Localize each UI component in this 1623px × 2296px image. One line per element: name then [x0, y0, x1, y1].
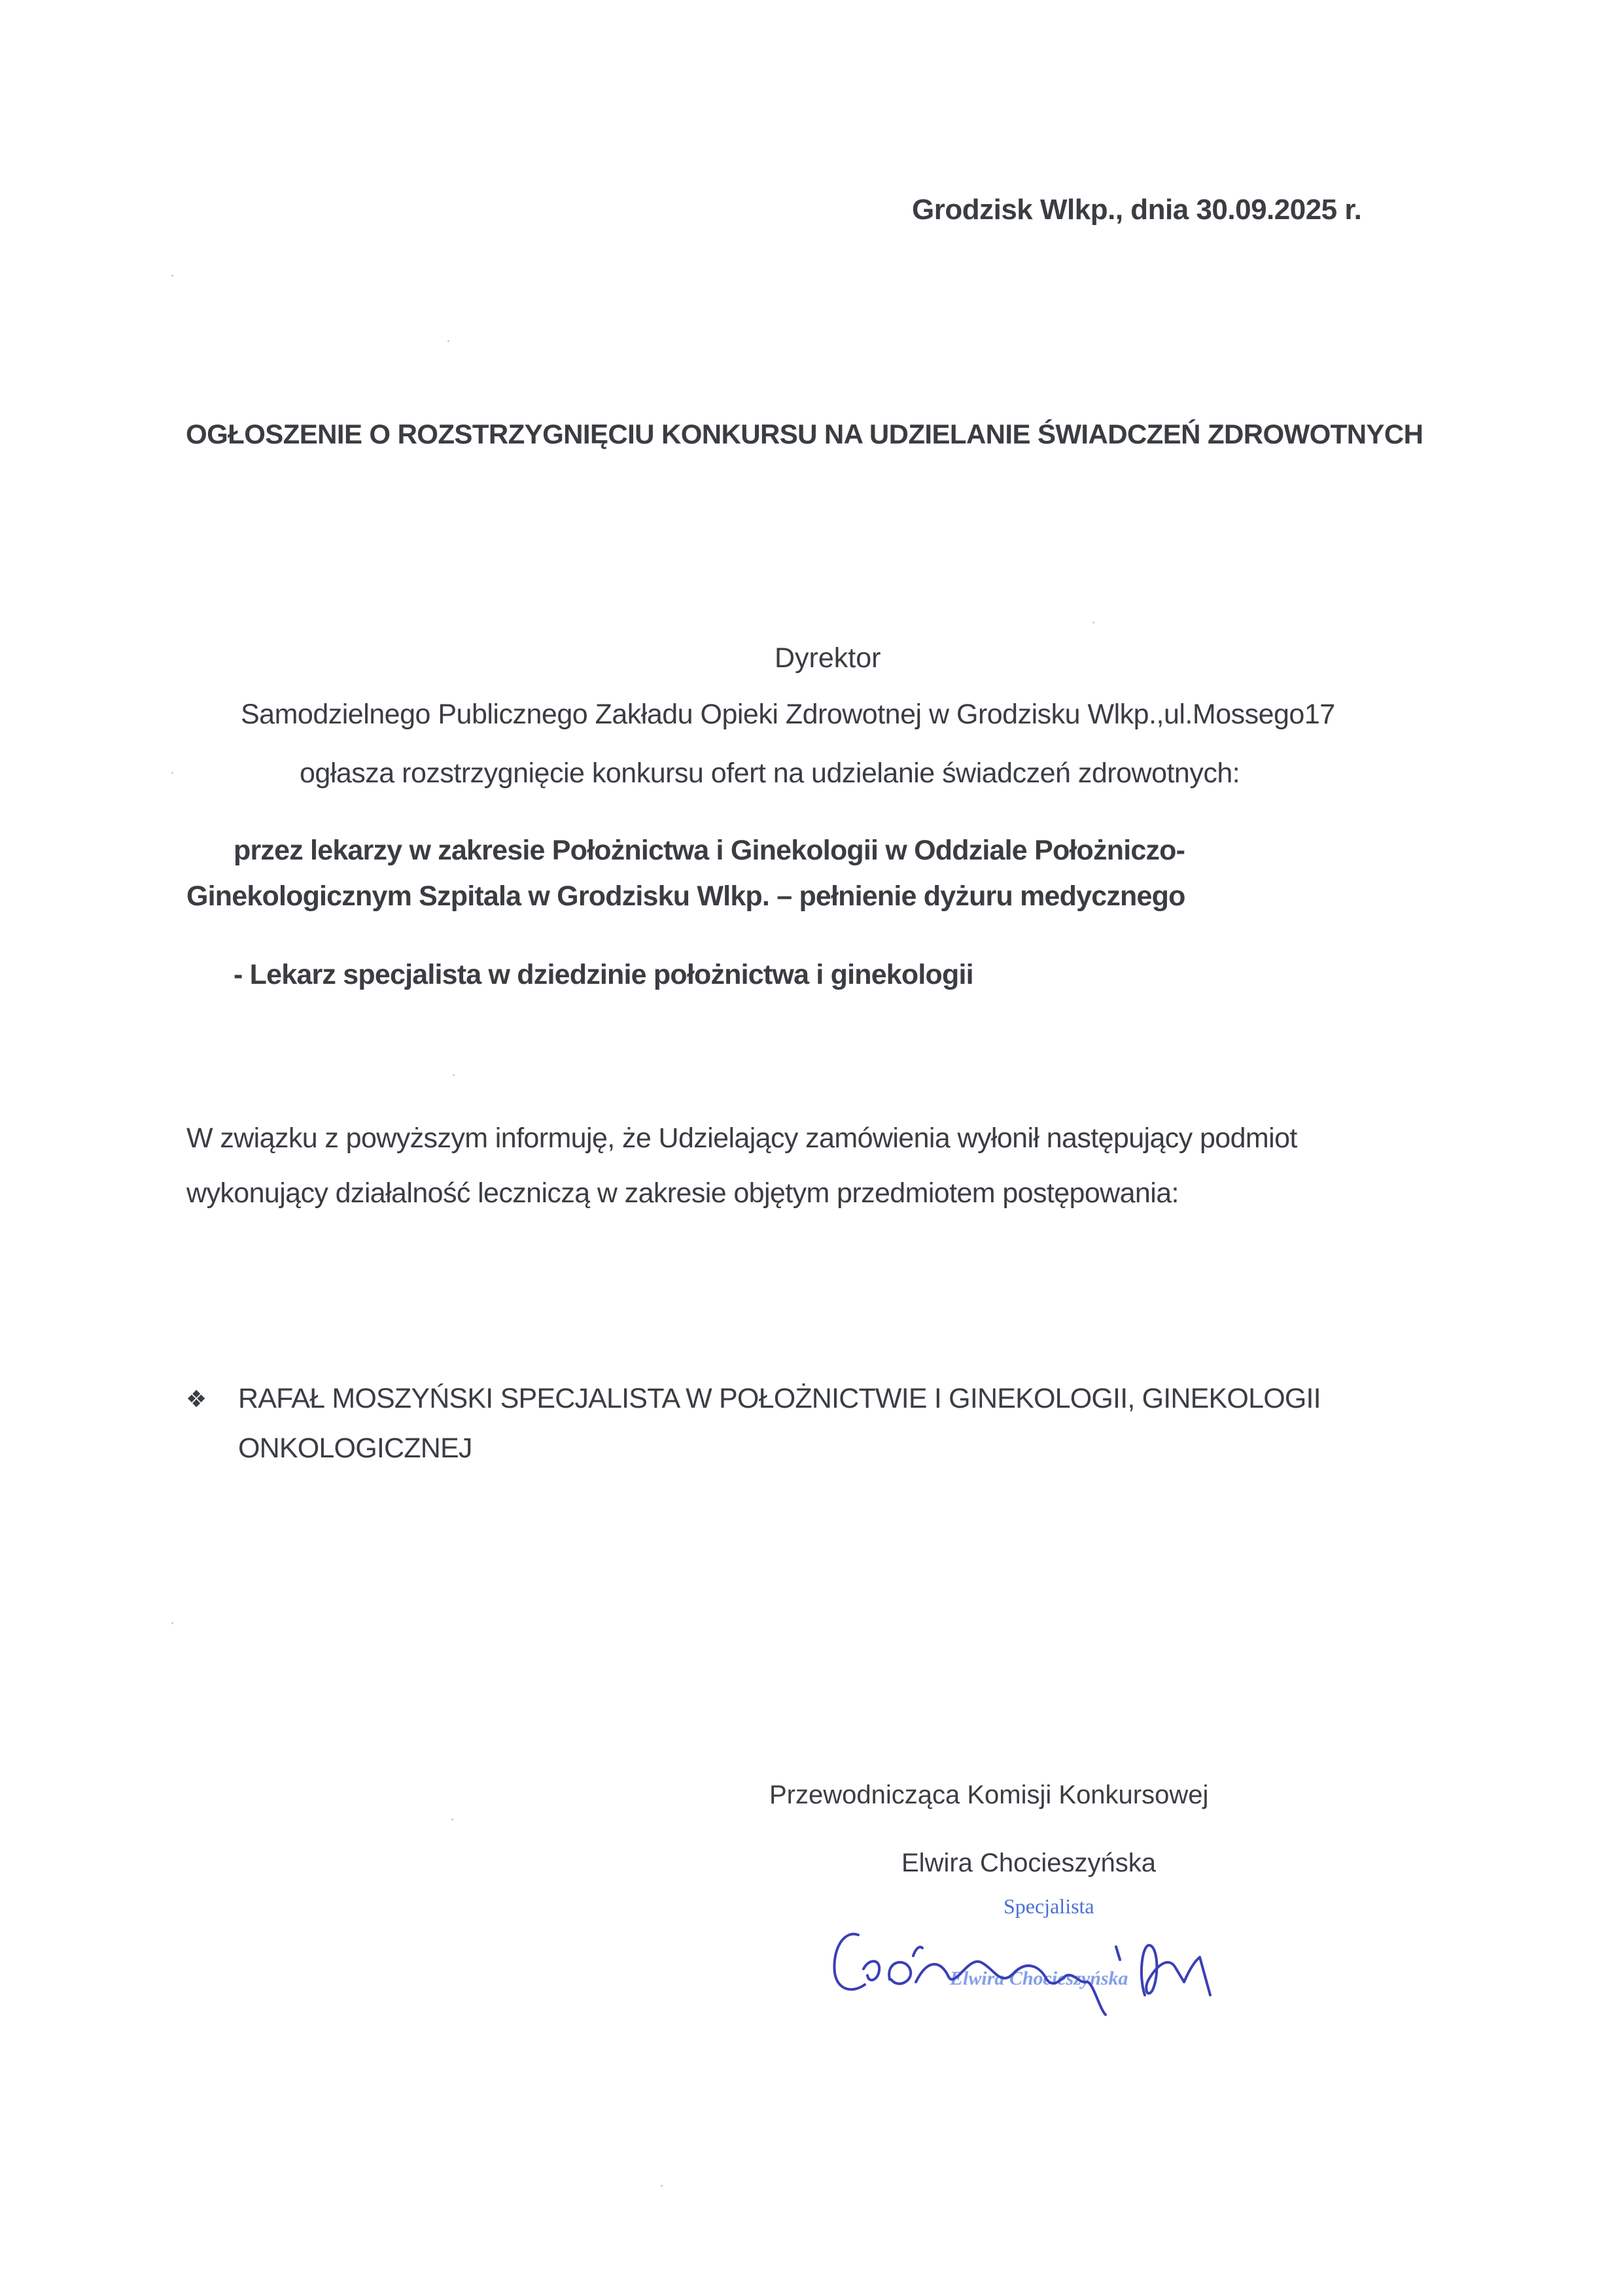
- scan-speck: [1092, 621, 1094, 623]
- scan-speck: [661, 2185, 663, 2187]
- place-and-date: Grodzisk Wlkp., dnia 30.09.2025 r.: [912, 194, 1362, 226]
- issuer-role: Dyrektor: [775, 642, 881, 674]
- committee-chair-title: Przewodnicząca Komisji Konkursowej: [769, 1781, 1209, 1809]
- info-line-1: W związku z powyższym informuję, że Udzielający zamówienia wyłonił następujący podmiot: [186, 1122, 1297, 1154]
- scope-line-2: Ginekologicznym Szpitala w Grodzisku Wlkp. – pełnienie dyżuru medycznego: [186, 880, 1185, 912]
- scan-speck: [451, 1818, 453, 1820]
- scan-speck: [171, 1622, 173, 1624]
- announcement-text: ogłasza rozstrzygnięcie konkursu ofert na udzielanie świadczeń zdrowotnych:: [300, 757, 1240, 789]
- handwritten-signature-icon: [818, 1917, 1263, 2047]
- scan-speck: [453, 1074, 455, 1076]
- scan-speck: [447, 340, 449, 342]
- issuer-institution: Samodzielnego Publicznego Zakładu Opieki Zdrowotnej w Grodzisku Wlkp.,ul.Mossego17: [241, 699, 1335, 730]
- winner-line-1: RAFAŁ MOSZYŃSKI SPECJALISTA W POŁOŻNICTWIE I GINEKOLOGII, GINEKOLOGII: [238, 1383, 1321, 1414]
- committee-chair-name: Elwira Chocieszyńska: [901, 1849, 1157, 1877]
- diamond-bullet-icon: ❖: [186, 1385, 207, 1412]
- stamp-role: Specjalista: [1003, 1894, 1094, 1918]
- scope-line-1: przez lekarzy w zakresie Położnictwa i Ginekologii w Oddziale Położniczo-: [234, 835, 1185, 866]
- stamp-name: Elwira Chocieszyńska: [950, 1968, 1128, 1989]
- scan-speck: [171, 772, 173, 774]
- scan-speck: [171, 275, 173, 277]
- position-role: - Lekarz specjalista w dziedzinie położnictwa i ginekologii: [234, 959, 973, 990]
- winner-line-2: ONKOLOGICZNEJ: [238, 1433, 472, 1464]
- info-line-2: wykonujący działalność leczniczą w zakresie objętym przedmiotem postępowania:: [186, 1177, 1179, 1209]
- document-title: OGŁOSZENIE O ROZSTRZYGNIĘCIU KONKURSU NA UDZIELANIE ŚWIADCZEŃ ZDROWOTNYCH: [186, 419, 1423, 449]
